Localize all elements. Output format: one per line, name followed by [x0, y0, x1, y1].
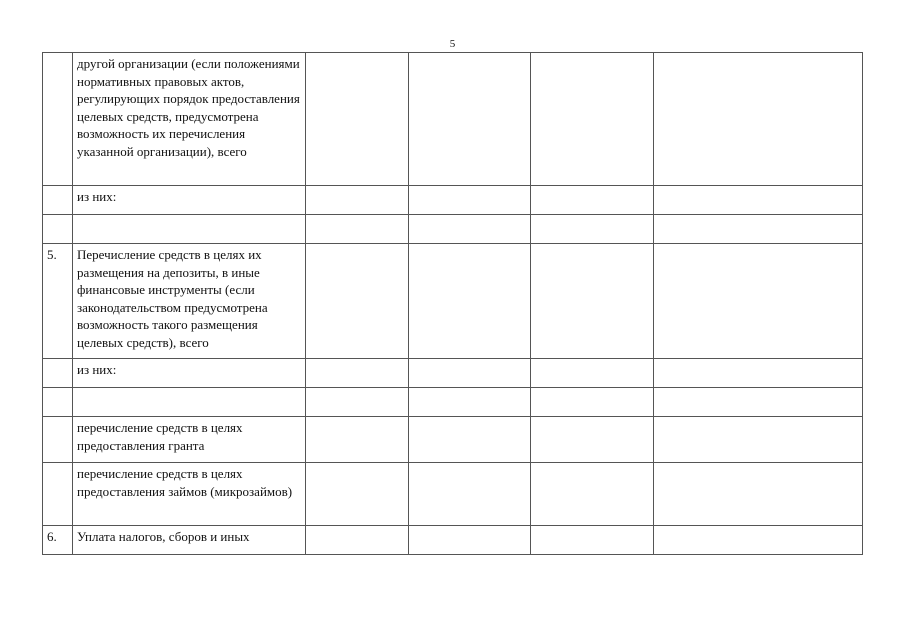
value-cell — [409, 359, 531, 388]
row-number-cell — [43, 215, 73, 244]
table-row — [43, 186, 863, 215]
row-description-cell: из них: — [73, 359, 306, 388]
row-description-cell: из них: — [73, 186, 306, 215]
row-description-cell: Уплата налогов, сборов и иных — [73, 526, 306, 555]
value-cell — [654, 244, 863, 359]
row-description-cell: перечисление средств в целях предоставления займов (микрозаймов) — [73, 463, 306, 526]
value-cell — [654, 359, 863, 388]
row-number-cell — [43, 359, 73, 388]
value-cell — [306, 215, 409, 244]
row-number-cell: 5. — [43, 244, 73, 359]
table-row — [43, 215, 863, 244]
row-description-cell — [73, 215, 306, 244]
row-description-cell — [73, 388, 306, 417]
value-cell — [409, 417, 531, 463]
value-cell — [306, 359, 409, 388]
row-description-cell: Перечисление средств в целях их размещения на депозиты, в иные финансовые инструменты (если законодательством предусмотрена возможность такого размещения целевых средств), всего — [73, 244, 306, 359]
value-cell — [531, 463, 654, 526]
row-number-cell — [43, 417, 73, 463]
row-number-cell: 6. — [43, 526, 73, 555]
value-cell — [409, 53, 531, 186]
value-cell — [531, 53, 654, 186]
value-cell — [531, 186, 654, 215]
table-row — [43, 417, 863, 463]
value-cell — [306, 417, 409, 463]
value-cell — [306, 388, 409, 417]
value-cell — [654, 463, 863, 526]
value-cell — [531, 244, 654, 359]
value-cell — [654, 388, 863, 417]
value-cell — [654, 526, 863, 555]
table-row — [43, 526, 863, 555]
report-table — [42, 52, 863, 555]
value-cell — [531, 526, 654, 555]
value-cell — [409, 186, 531, 215]
value-cell — [409, 526, 531, 555]
value-cell — [409, 463, 531, 526]
row-number-cell — [43, 186, 73, 215]
row-number-cell — [43, 463, 73, 526]
value-cell — [409, 215, 531, 244]
value-cell — [306, 244, 409, 359]
value-cell — [654, 53, 863, 186]
value-cell — [654, 186, 863, 215]
value-cell — [306, 186, 409, 215]
row-description-cell: другой организации (если положениями нормативных правовых актов, регулирующих порядок предоставления целевых средств, предусмотрена возможность их перечисления указанной организации), всего — [73, 53, 306, 186]
row-number-cell — [43, 388, 73, 417]
page-number: 5 — [449, 38, 456, 50]
value-cell — [531, 215, 654, 244]
row-number-cell — [43, 53, 73, 186]
value-cell — [409, 388, 531, 417]
table-row — [43, 359, 863, 388]
value-cell — [654, 417, 863, 463]
value-cell — [306, 463, 409, 526]
value-cell — [306, 526, 409, 555]
table-row — [43, 388, 863, 417]
value-cell — [531, 359, 654, 388]
value-cell — [409, 244, 531, 359]
value-cell — [531, 388, 654, 417]
table-row — [43, 53, 863, 186]
value-cell — [531, 417, 654, 463]
table-row — [43, 463, 863, 526]
value-cell — [306, 53, 409, 186]
value-cell — [654, 215, 863, 244]
table-row — [43, 244, 863, 359]
row-description-cell: перечисление средств в целях предоставления гранта — [73, 417, 306, 463]
